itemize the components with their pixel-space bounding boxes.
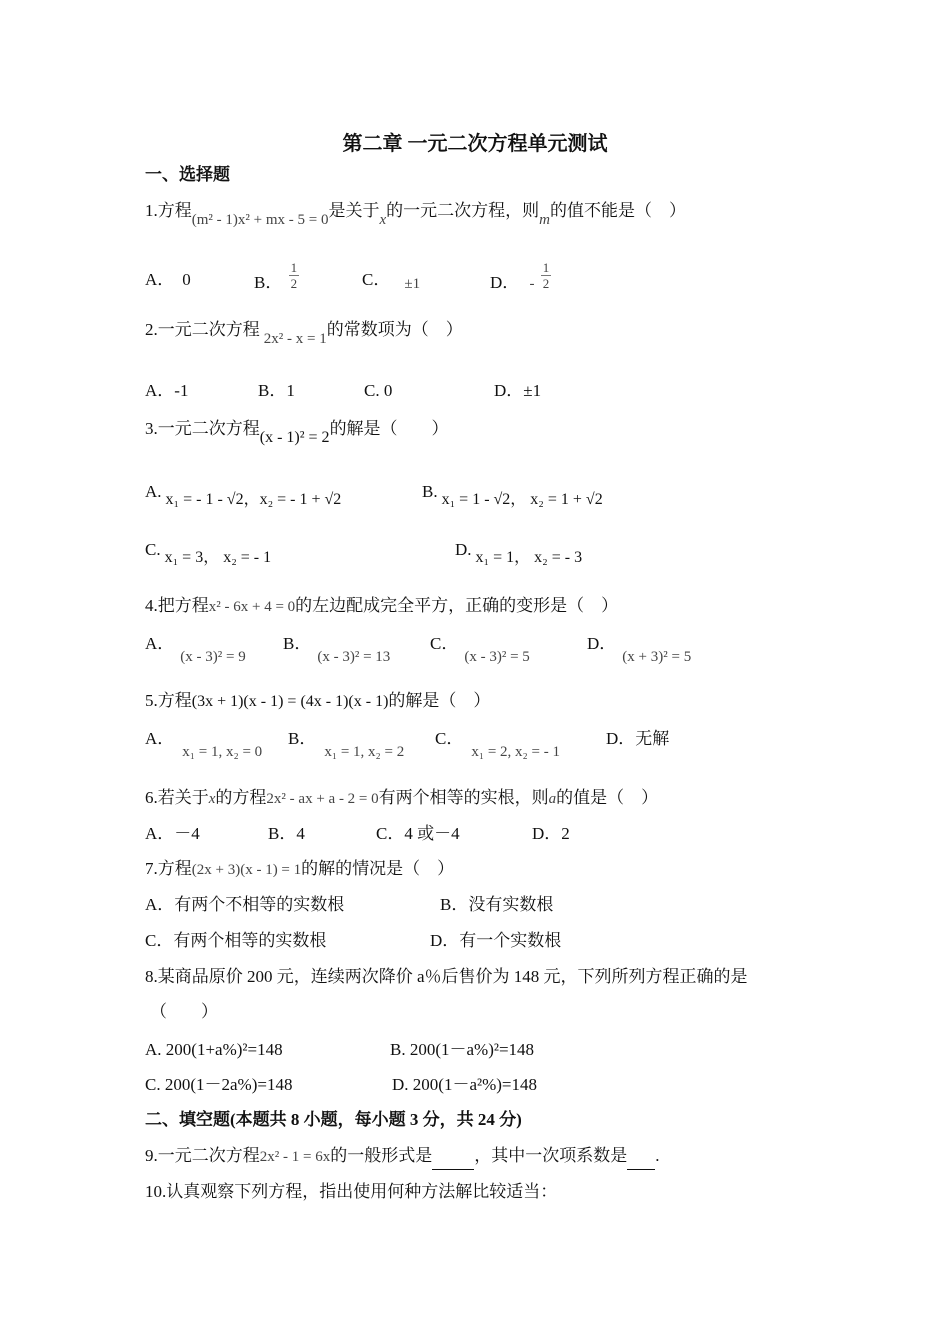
q7-option-c: C．有两个相等的实数根 — [145, 931, 327, 950]
q4-equation: x² - 6x + 4 = 0 — [208, 599, 296, 615]
q8-option-c: C. 200(1－2a%)=148 — [145, 1075, 293, 1094]
q2-option-a: A．-1 — [145, 381, 189, 400]
q1-text-2: 的一元二次方程，则 — [386, 201, 540, 220]
q1-option-d: D． - $\frac{1}{2}$ — [490, 260, 550, 293]
q1-text-3: 的值不能是（ ） — [550, 201, 686, 220]
q1-option-b: B． $\frac{1}{2}$ — [254, 260, 298, 293]
q1-option-b-fraction: $\frac{1}{2}$ — [290, 260, 298, 291]
section-heading-fill-in: 二、填空题(本题共 8 小题，每小题 3 分，共 24 分) — [145, 1110, 522, 1129]
q3-equation: (x - 1)² = 2 — [259, 429, 330, 446]
q7-option-d: D．有一个实数根 — [430, 931, 562, 950]
q4-option-b: B．(x - 3)² = 13 — [283, 634, 391, 665]
q1-option-d-fraction: $\frac{1}{2}$ — [542, 260, 550, 291]
q4-option-d: D．(x + 3)² = 5 — [587, 634, 692, 665]
question-6: 6.若关于x的方程2x² - ax + a - 2 = 0有两个相等的实根，则a的值是（ ） — [145, 788, 659, 807]
q9-equation: 2x² - 1 = 6x — [259, 1149, 331, 1165]
q8-option-b: B. 200(1－a%)²=148 — [390, 1040, 535, 1059]
q9-blank-coefficient[interactable] — [627, 1147, 655, 1170]
q7-option-a: A．有两个不相等的实数根 — [145, 895, 345, 914]
question-9: 9.一元二次方程2x² - 1 = 6x的一般形式是 ，其中一次项系数是 . — [145, 1145, 659, 1170]
question-8: 8.某商品原价 200 元，连续两次降价 a％后售价为 148 元，下列所列方程正确的是 — [145, 967, 748, 986]
q5-option-a: A．x₁ = 1, x₂ = 0 — [145, 729, 263, 760]
question-2: 2.一元二次方程 2x² - x = 1的常数项为（ ） — [145, 320, 463, 347]
q1-var-x: x — [379, 212, 387, 228]
q1-option-a: A． 0 — [145, 270, 191, 289]
q2-option-c: C. 0 — [364, 381, 393, 400]
question-7: 7.方程(2x + 3)(x - 1) = 1的解的情况是（ ） — [145, 859, 455, 878]
q3-option-c: C. x₁ = 3， x₂ = - 1 — [145, 540, 272, 566]
q1-var-m: m — [539, 212, 550, 228]
q1-prefix: 1.方程 — [145, 201, 192, 220]
q7-equation: (2x + 3)(x - 1) = 1 — [191, 862, 302, 878]
q6-option-d: D．2 — [532, 824, 570, 843]
q5-option-d: D．无解 — [606, 729, 670, 748]
q5-option-c: C．x₁ = 2, x₂ = - 1 — [435, 729, 560, 760]
q1-equation: (m² - 1)x² + mx - 5 = 0 — [191, 212, 329, 228]
q1-text-1: 是关于 — [328, 201, 380, 220]
q2-option-d: D．±1 — [494, 381, 542, 400]
q4-option-a: A．(x - 3)² = 9 — [145, 634, 246, 665]
q9-blank-general-form[interactable] — [432, 1147, 474, 1170]
question-5: 5.方程(3x + 1)(x - 1) = (4x - 1)(x - 1)的解是（ ） — [145, 691, 491, 710]
q3-option-b: B. x₁ = 1 - √2， x₂ = 1 + √2 — [422, 482, 603, 508]
q6-option-c: C．4 或－4 — [376, 824, 460, 843]
question-1 — [145, 200, 686, 228]
question-3: 3.一元二次方程(x - 1)² = 2的解是（ ） — [145, 419, 449, 446]
q6-equation: 2x² - ax + a - 2 = 0 — [266, 791, 379, 807]
page-title: 第二章 一元二次方程单元测试 — [342, 133, 608, 155]
q5-option-b: B．x₁ = 1, x₂ = 2 — [288, 729, 405, 760]
q6-option-a: A．－4 — [145, 824, 200, 843]
section-heading-choice: 一、选择题 — [145, 165, 230, 184]
question-10: 10.认真观察下列方程，指出使用何种方法解比较适当： — [145, 1182, 558, 1201]
q1-option-c: C． ±1 — [362, 270, 421, 292]
q3-option-d: D. x₁ = 1， x₂ = - 3 — [455, 540, 583, 566]
q2-option-b: B．1 — [258, 381, 295, 400]
q8-answer-paren: （ ） — [150, 1002, 218, 1021]
q6-option-b: B．4 — [268, 824, 305, 843]
q7-option-b: B．没有实数根 — [440, 895, 554, 914]
q3-option-a: A. x₁ = - 1 - √2，x₂ = - 1 + √2 — [145, 482, 342, 508]
question-4: 4.把方程x² - 6x + 4 = 0的左边配成完全平方，正确的变形是（ ） — [145, 596, 619, 615]
q8-option-a: A. 200(1+a%)²=148 — [145, 1040, 283, 1059]
q2-equation: 2x² - x = 1 — [263, 331, 327, 347]
q4-option-c: C．(x - 3)² = 5 — [430, 634, 530, 665]
q5-equation: (3x + 1)(x - 1) = (4x - 1)(x - 1) — [191, 693, 389, 710]
q8-option-d: D. 200(1－a²%)=148 — [392, 1075, 537, 1094]
